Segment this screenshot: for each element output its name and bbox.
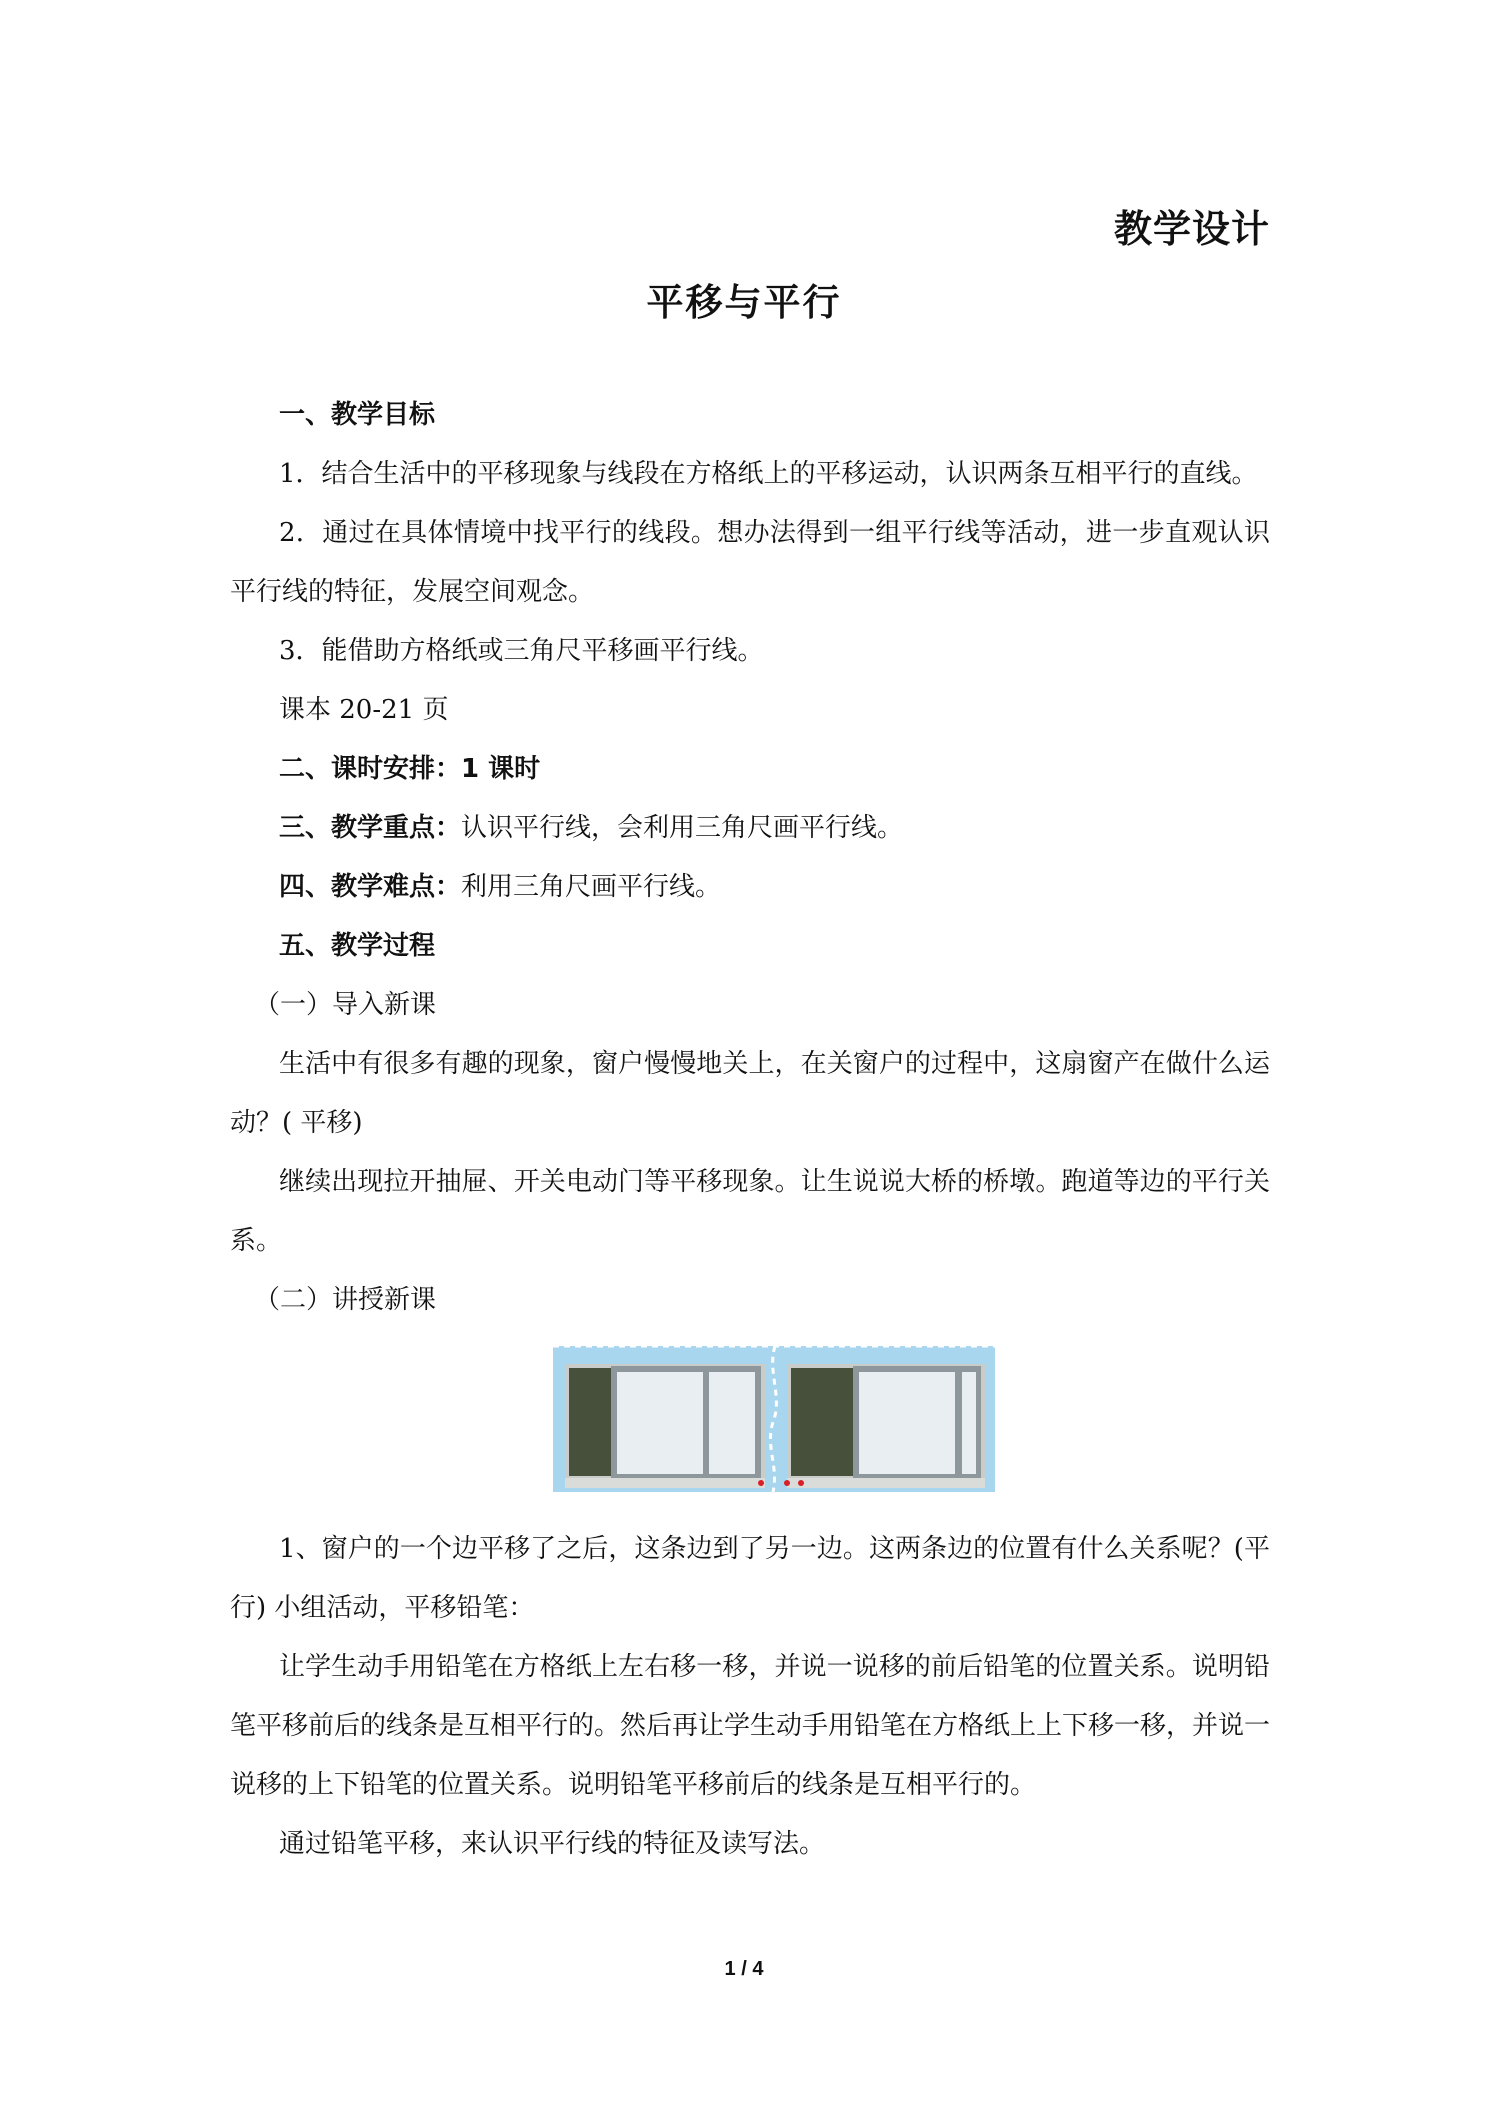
- part2-heading: （二）讲授新课: [254, 1285, 437, 1315]
- part2-paragraph-3: 通过铅笔平移，来认识平行线的特征及读写法。: [279, 1829, 826, 1859]
- part2-paragraph-2: 让学生动手用铅笔在方格纸上左右移一移，并说一说移的前后铅笔的位置关系。说明铅笔平移前后的线条是互相平行的。然后再让学生动手用铅笔在方格纸上上下移一移，并说一说移的上下铅笔的位置关系。说明铅笔平移前后的线条是互相平行的。: [230, 1652, 1271, 1800]
- schedule-heading: 二、课时安排：1 课时: [279, 754, 541, 784]
- page-number: 1 / 4: [724, 1958, 764, 1980]
- difficult-point-text: 利用三角尺画平行线。: [461, 872, 722, 902]
- textbook-pages: 课本 20-21 页: [279, 695, 449, 725]
- difficult-point-label: 四、教学难点：: [279, 872, 462, 902]
- process-heading: 五、教学过程: [279, 931, 436, 961]
- key-point: [230, 799, 1270, 858]
- header-title: 教学设计: [1113, 207, 1270, 251]
- goal-3: 3．能借助方格纸或三角尺平移画平行线。: [279, 636, 764, 666]
- goal-1: 1．结合生活中的平移现象与线段在方格纸上的平移运动，认识两条互相平行的直线。: [279, 459, 1258, 489]
- part1-paragraph-1: 生活中有很多有趣的现象，窗户慢慢地关上，在关窗户的过程中，这扇窗产在做什么运动？( 平移): [230, 1049, 1270, 1138]
- key-point-text: 认识平行线，会利用三角尺画平行线。: [461, 813, 904, 843]
- document-title: 平移与平行: [646, 281, 842, 324]
- part1-heading: （一）导入新课: [254, 990, 437, 1020]
- goals-heading: 一、教学目标: [279, 400, 436, 430]
- difficult-point: [230, 858, 1270, 917]
- key-point-label: 三、教学重点：: [279, 813, 462, 843]
- part1-paragraph-2: 继续出现拉开抽屉、开关电动门等平移现象。让生说说大桥的桥墩。跑道等边的平行关系。: [230, 1167, 1270, 1256]
- window-sliding-image: [553, 1342, 995, 1492]
- goal-2: 2．通过在具体情境中找平行的线段。想办法得到一组平行线等活动，进一步直观认识平行线的特征，发展空间观念。: [230, 518, 1270, 607]
- part2-paragraph-1: 1、窗户的一个边平移了之后，这条边到了另一边。这两条边的位置有什么关系呢？(平行) 小组活动，平移铅笔：: [230, 1534, 1270, 1623]
- window-figure: [230, 1342, 1270, 1512]
- document-body: [230, 386, 1270, 1874]
